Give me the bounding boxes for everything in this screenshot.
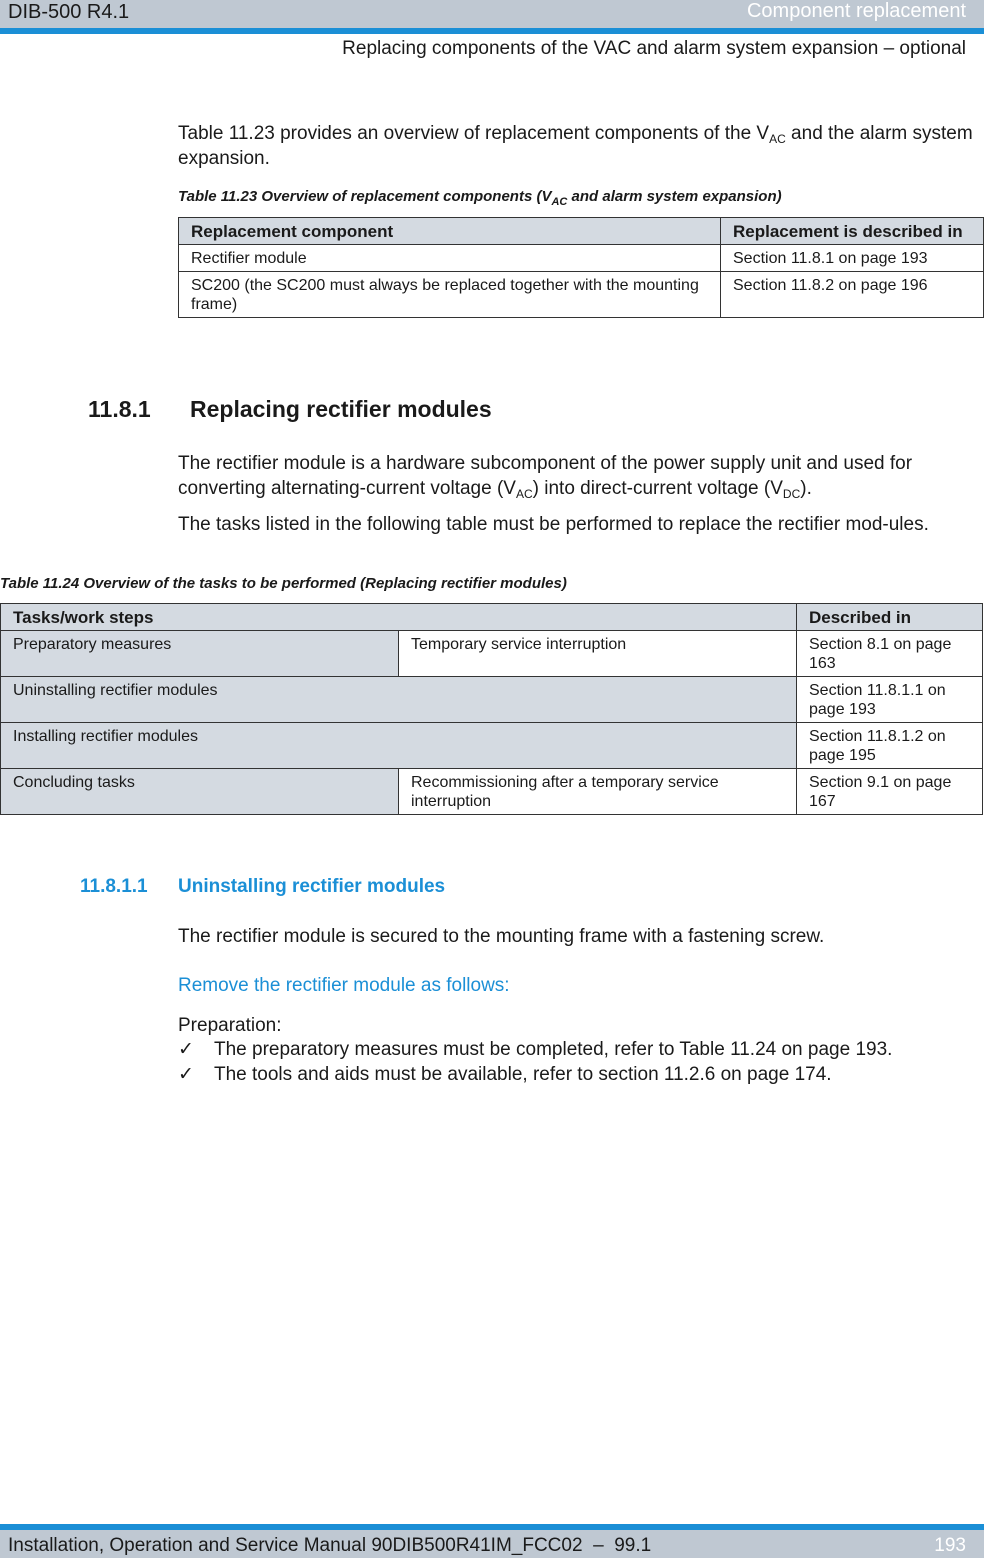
table-cell: Section 9.1 on page 167 xyxy=(797,769,983,815)
table-header-cell: Replacement component xyxy=(179,218,721,245)
header-accent-line xyxy=(0,28,984,34)
instruction-heading: Remove the rectifier module as follows: xyxy=(178,975,510,996)
header-chapter: Component replacement xyxy=(746,0,966,22)
preparation-label: Preparation: xyxy=(178,1015,282,1036)
table-header-row xyxy=(1,604,983,631)
header-doc-id: DIB-500 R4.1 xyxy=(8,1,130,23)
section-paragraph-1: The rectifier module is a hardware subcomponent of the power supply unit and used for converting alternating-current voltage $(V_{AC})$ into direct-current voltage $(V_{DC})$. xyxy=(178,453,913,501)
table-cell: Temporary service interruption xyxy=(399,631,797,677)
header-subtitle: Replacing components of the VAC and alarm system expansion – optional xyxy=(342,38,966,59)
table-cell: Section 11.8.1 on page 193 xyxy=(721,245,984,272)
table-cell: Section 11.8.1.2 on page 195 xyxy=(797,723,983,769)
subsection-paragraph: The rectifier module is secured to the mounting frame with a fastening screw. xyxy=(178,926,825,947)
checklist-item: ✓ The preparatory measures must be completed, refer to Table 11.24 on page 193. xyxy=(178,1039,893,1060)
table-cell: Concluding tasks xyxy=(1,769,399,815)
table-row xyxy=(179,272,984,318)
check-icon: ✓ xyxy=(178,1039,194,1060)
table1-caption: Table 11.23 Overview of replacement components ($V_{AC}$ and alarm system expansion) xyxy=(178,188,782,208)
table-cell: Uninstalling rectifier modules xyxy=(1,677,797,723)
table-row xyxy=(1,723,983,769)
table-cell: SC200 (the SC200 must always be replaced together with the mounting frame) xyxy=(179,272,721,318)
checklist-item: ✓ The tools and aids must be available, refer to section 11.2.6 on page 174. xyxy=(178,1064,832,1085)
table2 xyxy=(0,603,983,815)
table-header-cell: Replacement is described in xyxy=(721,218,984,245)
table-cell: Rectifier module xyxy=(179,245,721,272)
table-cell: Preparatory measures xyxy=(1,631,399,677)
table-row xyxy=(1,677,983,723)
table-cell: Section 11.8.1.1 on page 193 xyxy=(797,677,983,723)
table-header-cell: Described in xyxy=(797,604,983,631)
table-cell: Section 11.8.2 on page 196 xyxy=(721,272,984,318)
table-cell: Installing rectifier modules xyxy=(1,723,797,769)
table-cell: Recommissioning after a temporary service interruption xyxy=(399,769,797,815)
footer-text: Installation, Operation and Service Manual 90DIB500R41IM_FCC02 – 99.1 xyxy=(8,1535,652,1556)
table2-caption: Table 11.24 Overview of the tasks to be performed (Replacing rectifier modules) xyxy=(0,575,567,592)
table-header-row xyxy=(179,218,984,245)
check-icon: ✓ xyxy=(178,1064,194,1085)
table-header-cell: Tasks/work steps xyxy=(1,604,797,631)
section-number: 11.8.1 xyxy=(88,396,151,422)
table1 xyxy=(178,217,984,318)
subsection-number: 11.8.1.1 xyxy=(80,876,148,897)
section-title: Replacing rectifier modules xyxy=(190,396,492,422)
page-number: 193 xyxy=(934,1535,966,1556)
table-row xyxy=(1,769,983,815)
subsection-title: Uninstalling rectifier modules xyxy=(178,876,446,897)
intro-paragraph: Table 11.23 provides an overview of replacement components of the $V_{AC}$ and the alarm system expansion. xyxy=(178,123,973,169)
table-cell: Section 8.1 on page 163 xyxy=(797,631,983,677)
table-row xyxy=(1,631,983,677)
table-row xyxy=(179,245,984,272)
subsection-heading xyxy=(80,876,445,898)
section-heading xyxy=(88,396,492,423)
section-paragraph-2: The tasks listed in the following table must be performed to replace the rectifier mod-ules. xyxy=(178,514,929,535)
